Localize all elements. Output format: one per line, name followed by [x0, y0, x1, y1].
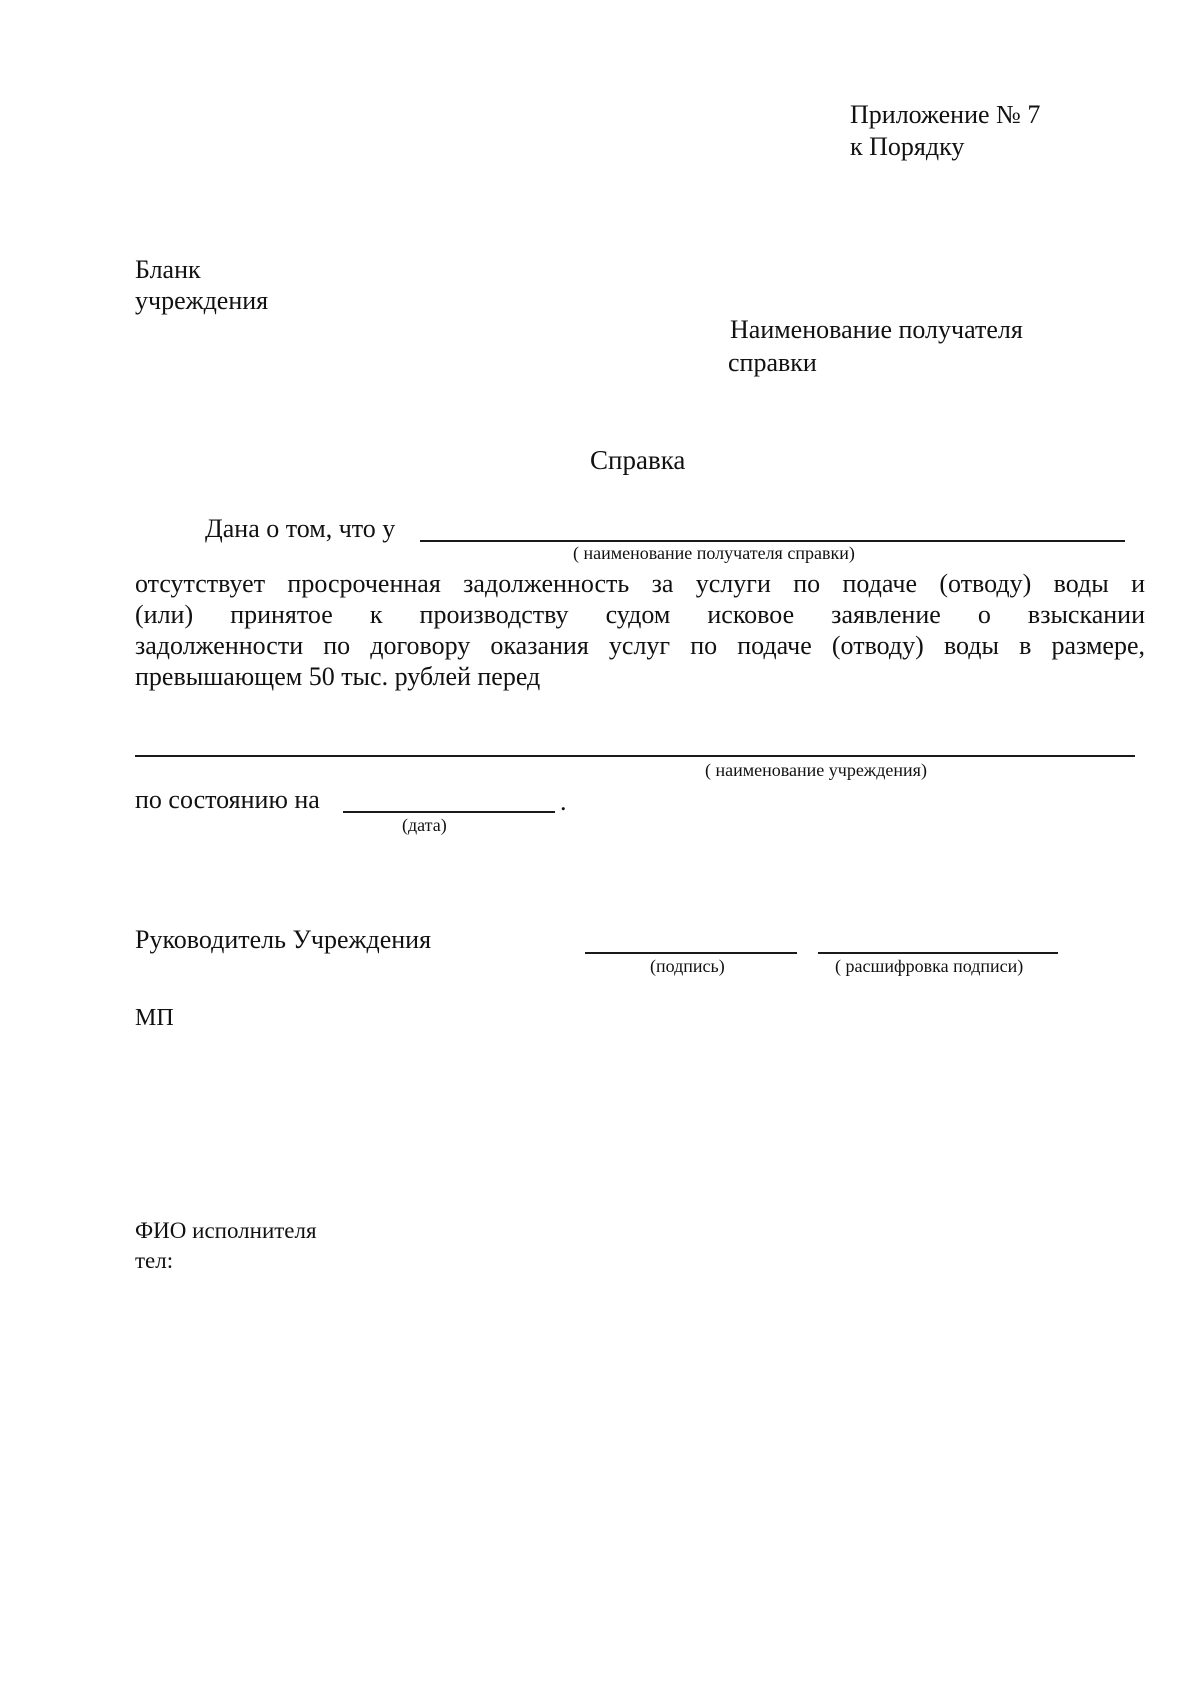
recipient-name-caption: ( наименование получателя справки) — [573, 543, 855, 563]
letterhead-line-1: Бланк — [135, 255, 201, 284]
recipient-name-blank — [420, 540, 1125, 542]
institution-name-blank — [135, 755, 1135, 757]
paragraph-line: превышающем 50 тыс. рублей перед — [135, 662, 541, 691]
recipient-line-1: Наименование получателя — [730, 315, 1023, 344]
date-caption: (дата) — [402, 815, 447, 835]
appendix-reference: к Порядку — [850, 132, 965, 161]
paragraph-line: задолженности по договору оказания услуг по подаче (отводу) воды в размере, — [135, 631, 1145, 660]
seal-label: МП — [135, 1005, 174, 1031]
appendix-number: Приложение № 7 — [850, 100, 1041, 129]
main-paragraph — [135, 568, 1145, 692]
phone-label: тел: — [135, 1248, 174, 1273]
executor-label: ФИО исполнителя — [135, 1218, 317, 1243]
signature-blank — [585, 952, 797, 954]
signature-caption: (подпись) — [650, 956, 725, 976]
institution-name-caption: ( наименование учреждения) — [705, 760, 927, 780]
signature-decode-caption: ( расшифровка подписи) — [835, 956, 1024, 976]
letterhead-line-2: учреждения — [135, 286, 269, 315]
paragraph-line: (или) принятое к производству судом исковое заявление о взыскании — [135, 600, 1145, 629]
document-title: Справка — [590, 445, 686, 475]
intro-text: Дана о том, что у — [205, 514, 396, 543]
as-of-label: по состоянию на — [135, 785, 320, 814]
signature-decode-blank — [818, 952, 1058, 954]
date-blank — [343, 811, 555, 813]
paragraph-line: отсутствует просроченная задолженность за услуги по подаче (отводу) воды и — [135, 569, 1145, 598]
head-of-institution-label: Руководитель Учреждения — [135, 925, 432, 954]
as-of-period: . — [560, 787, 567, 816]
recipient-line-2: справки — [728, 348, 817, 377]
